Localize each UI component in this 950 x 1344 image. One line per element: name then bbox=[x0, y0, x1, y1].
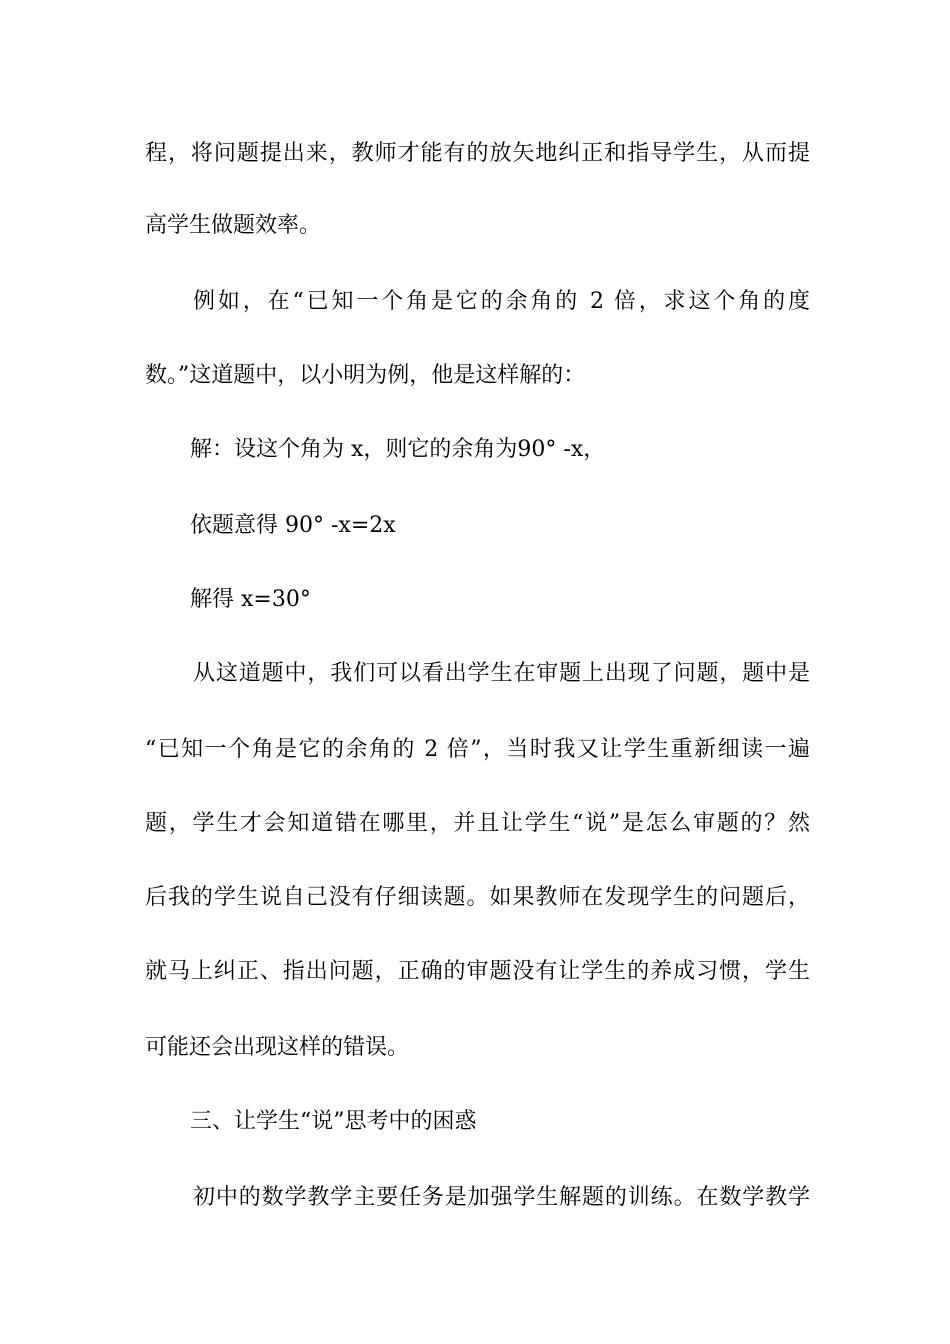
text-line: 程，将问题提出来，教师才能有的放矢地纠正和指导学生，从而提 bbox=[145, 141, 810, 166]
text-line: 数。”这道题中，以小明为例，他是这样解的： bbox=[145, 363, 586, 388]
text-line: 例如，在“已知一个角是它的余角的 2 倍，求这个角的度 bbox=[193, 289, 810, 314]
equation-line: 解得 x=30° bbox=[190, 587, 311, 612]
text-line: 就马上纠正、指出问题，正确的审题没有让学生的养成习惯，学生 bbox=[145, 959, 810, 984]
text-line: 后我的学生说自己没有仔细读题。如果教师在发现学生的问题后， bbox=[145, 885, 810, 910]
equation-line: 解：设这个角为 x，则它的余角为90° -x， bbox=[190, 437, 606, 462]
text-line: 题，学生才会知道错在哪里，并且让学生“说”是怎么审题的？然 bbox=[145, 811, 810, 836]
equation-line: 依题意得 90° -x=2x bbox=[190, 513, 396, 538]
text-line: “已知一个角是它的余角的 2 倍”，当时我又让学生重新细读一遍 bbox=[145, 737, 810, 762]
text-line: 初中的数学教学主要任务是加强学生解题的训练。在数学教学 bbox=[193, 1185, 810, 1210]
text-line: 从这道题中，我们可以看出学生在审题上出现了问题，题中是 bbox=[193, 661, 810, 686]
section-heading: 三、让学生“说”思考中的困惑 bbox=[190, 1109, 477, 1134]
text-line: 可能还会出现这样的错误。 bbox=[145, 1035, 410, 1060]
text-line: 高学生做题效率。 bbox=[145, 213, 322, 238]
